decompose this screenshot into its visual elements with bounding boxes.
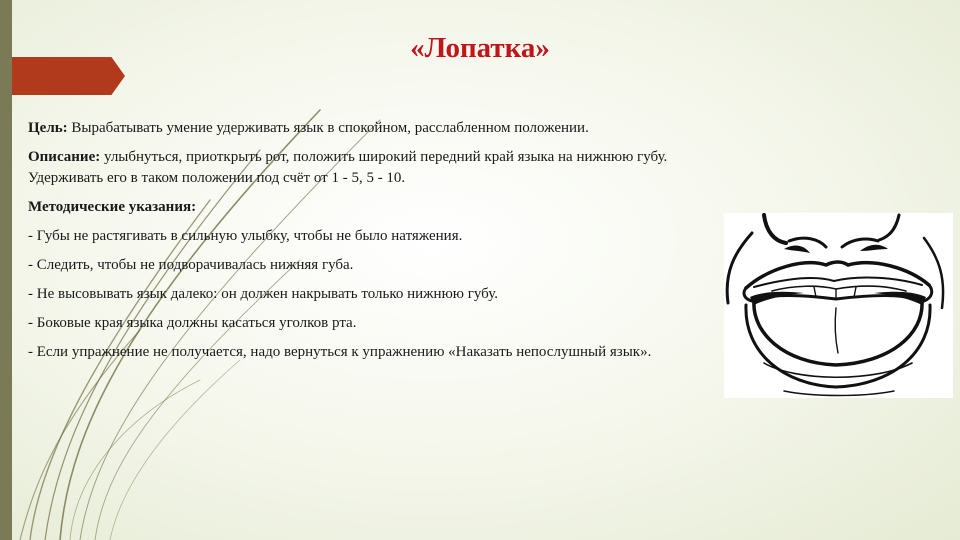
title-accent-tab [12, 57, 125, 95]
mouth-drawing [724, 213, 953, 398]
guideline-item: - Губы не растягивать в сильную улыбку, чтобы не было натяжения. [28, 228, 463, 244]
slide-content [28, 118, 708, 371]
mouth-illustration [724, 213, 953, 398]
goal-text: Вырабатывать умение удерживать язык в спокойном, расслабленном положении. [67, 120, 589, 136]
goal-paragraph [28, 118, 708, 139]
guideline-item: - Боковые края языка должны касаться уголков рта. [28, 315, 357, 331]
slide-title: «Лопатка» [410, 32, 550, 64]
goal-label: Цель: [28, 120, 68, 136]
guideline-item: - Следить, чтобы не подворачивалась нижняя губа. [28, 257, 354, 273]
description-paragraph [28, 147, 708, 189]
left-decor-bar [0, 0, 12, 540]
guidelines-heading: Методические указания: [28, 199, 197, 215]
guideline-item: - Не высовывать язык далеко: он должен накрывать только нижнюю губу. [28, 286, 498, 302]
guideline-item: - Если упражнение не получается, надо вернуться к упражнению «Наказать непослушный язык». [28, 344, 652, 360]
description-label: Описание: [28, 149, 101, 165]
description-text: улыбнуться, приоткрыть рот, положить широкий передний край языка на нижнюю губу. Удерживать его в таком положении под счёт от 1 - 5, 5 - 10. [28, 149, 668, 186]
